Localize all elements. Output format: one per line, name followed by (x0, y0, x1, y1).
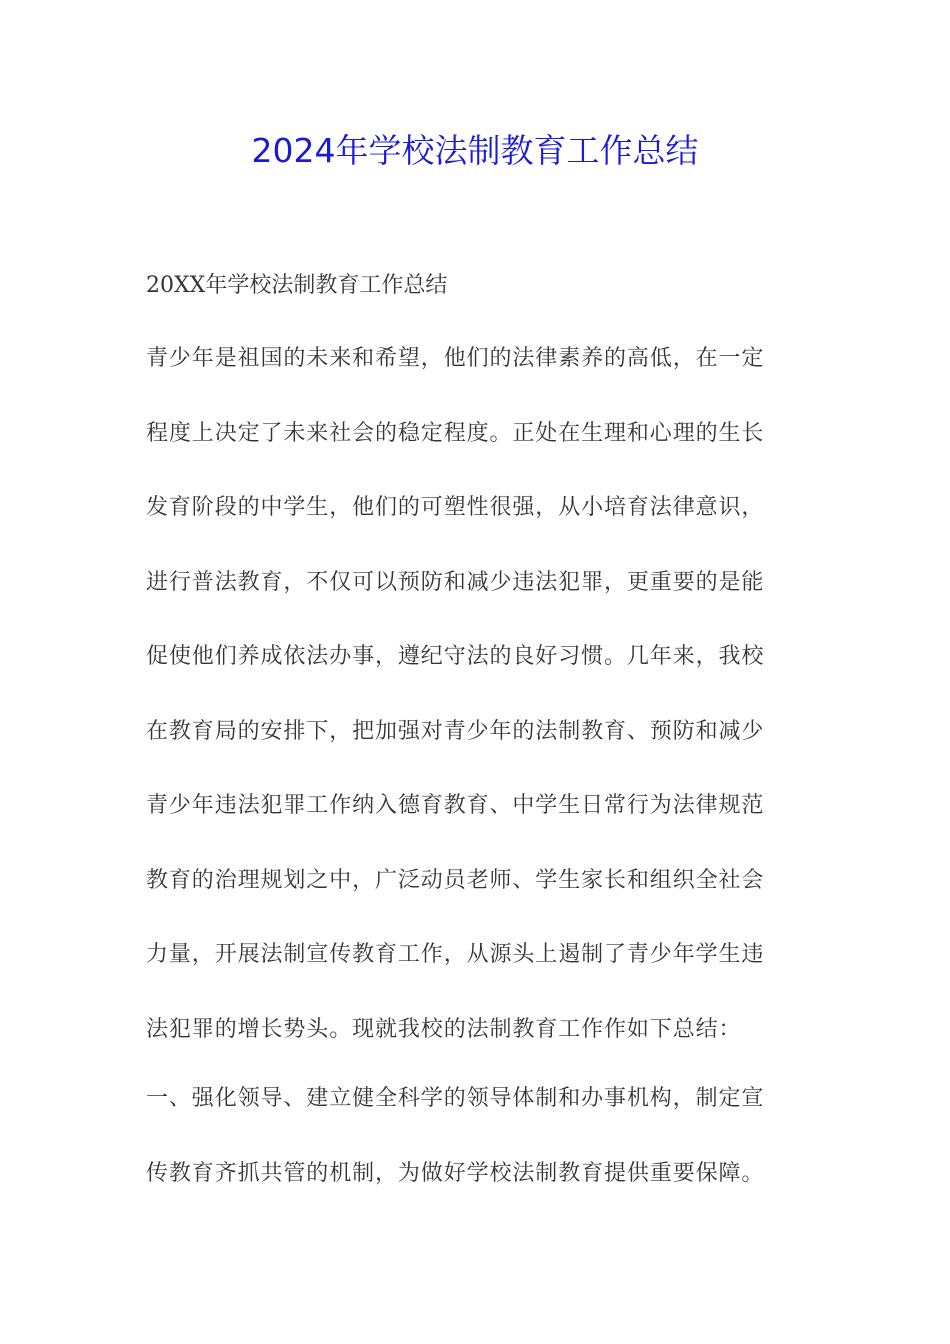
paragraph-line: 传教育齐抓共管的机制，为做好学校法制教育提供重要保障。 (146, 1160, 765, 1186)
paragraph-line: 青少年是祖国的未来和希望，他们的法律素养的高低，在一定 (146, 346, 765, 371)
paragraph-line: 程度上决定了未来社会的稳定程度。正处在生理和心理的生长 (146, 420, 765, 446)
paragraph-line: 进行普法教育，不仅可以预防和减少违法犯罪，更重要的是能 (146, 569, 765, 595)
paragraph-line: 促使他们养成依法办事，遵纪守法的良好习惯。几年来，我校 (146, 644, 765, 669)
paragraph-line: 青少年违法犯罪工作纳入德育教育、中学生日常行为法律规范 (146, 793, 765, 818)
intro-paragraph (146, 322, 810, 1067)
document-title: 2024年学校法制教育工作总结 (251, 131, 699, 170)
section-one-paragraph (146, 1062, 810, 1211)
paragraph-line: 发育阶段的中学生，他们的可塑性很强，从小培育法律意识， (146, 495, 765, 520)
document-subtitle: 20XX年学校法制教育工作总结 (146, 273, 448, 298)
paragraph-line: 教育的治理规划之中，广泛动员老师、学生家长和组织全社会 (146, 867, 765, 893)
paragraph-line: 力量，开展法制宣传教育工作，从源头上遏制了青少年学生违 (146, 942, 765, 967)
paragraph-line: 一、强化领导、建立健全科学的领导体制和办事机构，制定宣 (146, 1086, 765, 1111)
paragraph-line: 法犯罪的增长势头。现就我校的法制教育工作作如下总结： (146, 1016, 742, 1042)
paragraph-line: 在教育局的安排下，把加强对青少年的法制教育、预防和减少 (146, 718, 765, 744)
